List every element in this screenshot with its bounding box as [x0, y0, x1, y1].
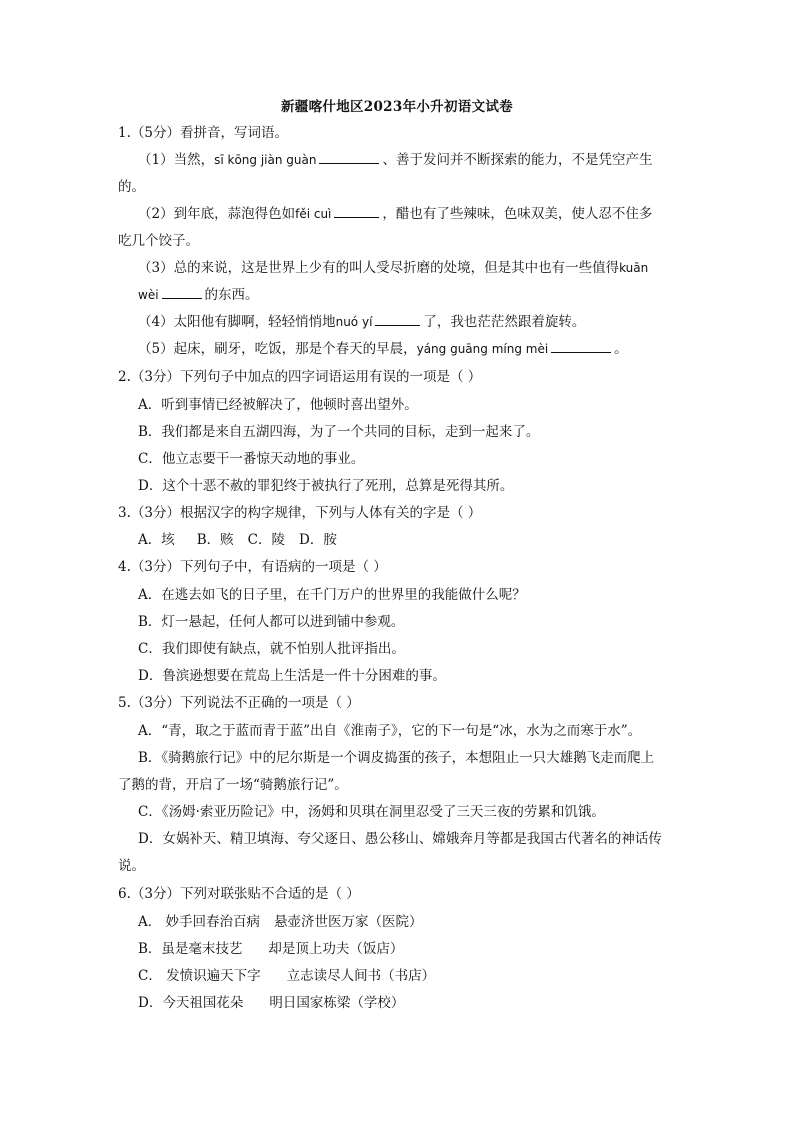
- page-title: 新疆喀什地区2023年小升初语文试卷: [281, 99, 513, 115]
- q3-option-c[interactable]: C．陵: [247, 532, 286, 548]
- question-3-stem: 3.（3分）根据汉字的构字规律，下列与人体有关的字是（ ）: [118, 505, 482, 521]
- q1-item-2-blank[interactable]: [334, 205, 379, 218]
- q1-item-3-pinyin-1: kuān: [619, 261, 649, 275]
- question-2-stem: 2.（3分）下列句子中加点的四字词语运用有误的一项是（ ）: [118, 369, 482, 385]
- q6-option-a[interactable]: A． 妙手回春治百病 悬壶济世医万家（医院）: [138, 914, 423, 930]
- q1-item-1-blank[interactable]: [319, 151, 379, 164]
- question-5-stem: 5.（3分）下列说法不正确的一项是（ ）: [118, 695, 360, 711]
- q1-item-5-pinyin: yáng guāng míng mèi: [416, 342, 549, 356]
- q2-option-c[interactable]: C．他立志要干一番惊天动地的事业。: [138, 451, 365, 467]
- q6-option-b[interactable]: B．虽是毫末技艺 却是顶上功夫（饭店）: [138, 941, 404, 957]
- q2-option-a[interactable]: A．听到事情已经被解决了，他顿时喜出望外。: [138, 397, 418, 413]
- question-4-stem: 4.（3分）下列句子中，有语病的一项是（ ）: [118, 559, 387, 575]
- q3-options: [138, 531, 337, 549]
- q1-item-2-pinyin: fěi cuì: [295, 207, 332, 221]
- q1-item-3: （3）总的来说，这是世界上少有的叫人受尽折磨的处境，但是其中也有一些值得kuān: [138, 260, 649, 276]
- q6-option-c[interactable]: C． 发愤识遍天下字 立志读尽人间书（书店）: [138, 968, 436, 984]
- q3-option-b[interactable]: B．赅: [196, 532, 234, 548]
- q1-item-1-cont: 的。: [118, 179, 145, 195]
- q1-item-3-pinyin-2: wèi: [138, 288, 159, 302]
- q5-option-c[interactable]: C．《汤姆·索亚历险记》中，汤姆和贝琪在洞里忍受了三天三夜的劳累和饥饿。: [138, 804, 605, 820]
- q1-item-5-blank[interactable]: [551, 340, 611, 353]
- q1-item-4: （4）太阳他有脚啊，轻轻悄悄地nuó yí 了，我也茫茫然跟着旋转。: [138, 314, 586, 330]
- q5-option-b[interactable]: B．《骑鹅旅行记》中的尼尔斯是一个调皮捣蛋的孩子，本想阻止一只大雄鹅飞走而爬上: [138, 750, 655, 766]
- q1-item-3-blank[interactable]: [162, 286, 202, 299]
- q3-option-a[interactable]: A．垓: [138, 532, 175, 548]
- q2-option-d[interactable]: D．这个十恶不赦的罪犯终于被执行了死刑，总算是死得其所。: [138, 478, 514, 494]
- q4-option-a[interactable]: A．在逃去如飞的日子里，在千门万户的世界里的我能做什么呢？: [138, 587, 526, 603]
- q2-option-b[interactable]: B．我们都是来自五湖四海，为了一个共同的目标，走到一起来了。: [138, 424, 540, 440]
- q1-item-5: （5）起床，刷牙，吃饭，那是个春天的早晨，yáng guāng míng mèi 。: [138, 341, 628, 357]
- q1-item-4-pinyin: nuó yí: [335, 315, 373, 329]
- q5-option-a[interactable]: A．“青，取之于蓝而青于蓝”出自《淮南子》，它的下一句是“冰，水为之而寒于水”。: [138, 723, 642, 739]
- question-1-stem: 1.（5分）看拼音，写词语。: [118, 125, 288, 141]
- q4-option-c[interactable]: C．我们即使有缺点，就不怕别人批评指出。: [138, 641, 405, 657]
- q1-item-3-cont: wèi 的东西。: [138, 287, 259, 303]
- q3-option-d[interactable]: D．胺: [299, 532, 337, 548]
- q5-option-d-cont: 说。: [118, 858, 145, 874]
- q4-option-b[interactable]: B．灯一悬起，任何人都可以进到铺中参观。: [138, 614, 405, 630]
- q6-option-d[interactable]: D．今天祖国花朵 明日国家栋梁（学校）: [138, 995, 405, 1011]
- q4-option-d[interactable]: D．鲁滨逊想要在荒岛上生活是一件十分困难的事。: [138, 668, 446, 684]
- q1-item-1-pinyin: sī kōng jiàn guàn: [214, 153, 317, 167]
- q5-option-d[interactable]: D．女娲补天、精卫填海、夸父逐日、愚公移山、嫦娥奔月等都是我国古代著名的神话传: [138, 831, 662, 847]
- question-6-stem: 6.（3分）下列对联张贴不合适的是（ ）: [118, 886, 360, 902]
- q1-item-4-blank[interactable]: [375, 313, 420, 326]
- q5-option-b-cont: 了鹅的背，开启了一场“骑鹅旅行记”。: [118, 777, 348, 793]
- q1-item-2: （2）到年底，蒜泡得色如fěi cuì ，醋也有了些辣味，色味双美，使人忍不住多: [138, 206, 653, 222]
- q1-item-2-cont: 吃几个饺子。: [118, 233, 199, 249]
- q1-item-1: （1）当然，sī kōng jiàn guàn 、善于发问并不断探索的能力，不是凭空产生: [138, 152, 653, 168]
